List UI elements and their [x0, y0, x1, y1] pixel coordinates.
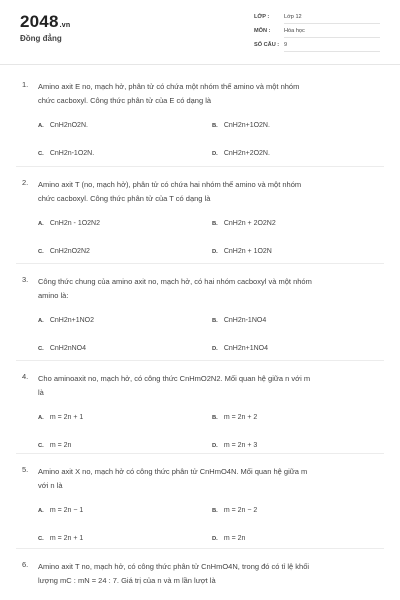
meta-class [254, 14, 380, 26]
question-text-line: là [38, 388, 44, 397]
option-letter: A. [38, 415, 44, 421]
question-separator [16, 263, 384, 264]
option-text: CnH2n + 1O2N [223, 248, 272, 255]
question-text-line: Công thức chung của amino axit no, mạch hở, có hai nhóm cacboxyl và một nhóm [38, 277, 312, 286]
answer-option[interactable] [212, 122, 270, 129]
question-number: 3. [22, 275, 29, 284]
option-text: m = 2n + 2 [223, 414, 258, 421]
question-text [38, 80, 368, 108]
answer-option[interactable] [38, 122, 88, 129]
option-letter: D. [212, 151, 218, 157]
logo-suffix: .vn [59, 22, 71, 29]
question-separator [16, 453, 384, 454]
question-text [38, 560, 368, 588]
logo-text: 2048 [20, 12, 59, 31]
question-text-line: chức cacboxyl. Công thức phân tử của E có dạng là [38, 96, 212, 105]
option-letter: D. [212, 346, 218, 352]
option-text: CnH2nNO4 [49, 345, 86, 352]
page-header [0, 0, 400, 62]
meta-class-value: Lớp 12 [284, 14, 302, 20]
option-letter: D. [212, 536, 218, 542]
answer-option[interactable] [212, 345, 268, 352]
header-divider [0, 64, 400, 65]
option-letter: B. [212, 508, 218, 514]
option-letter: A. [38, 221, 44, 227]
option-letter: B. [212, 318, 218, 324]
question-text [38, 465, 368, 493]
option-text: CnH2nO2N2 [49, 248, 90, 255]
question-separator [16, 360, 384, 361]
question-text-line: lượng mC : mN = 24 : 7. Giá trị của n và m lần lượt là [38, 576, 216, 585]
question-number: 4. [22, 372, 29, 381]
page-subtitle: Đồng đẳng [20, 34, 62, 43]
question-text-line: chức cacboxyl. Công thức phân tử của T có dạng là [38, 194, 211, 203]
answer-option[interactable] [212, 414, 257, 421]
option-text: m = 2n [49, 442, 72, 449]
question-text-line: amino là: [38, 291, 69, 300]
option-letter: B. [212, 123, 218, 129]
meta-count-label: SỐ CÂU : [254, 42, 280, 48]
answer-option[interactable] [38, 507, 83, 514]
question-text-line: Cho aminoaxit no, mạch hở, có công thức CnHmO2N2. Mối quan hệ giữa n với m [38, 374, 311, 383]
answer-option[interactable] [212, 248, 272, 255]
answer-option[interactable] [38, 414, 83, 421]
site-logo[interactable] [20, 12, 70, 32]
meta-subject-value: Hóa học [284, 28, 305, 34]
answer-option[interactable] [212, 507, 257, 514]
meta-divider [284, 37, 380, 38]
option-text: CnH2n - 1O2N2 [49, 220, 101, 227]
option-text: CnH2n+1NO4 [223, 345, 268, 352]
question-number: 5. [22, 465, 29, 474]
option-text: CnH2n+2O2N. [223, 150, 270, 157]
option-letter: C. [38, 536, 44, 542]
meta-subject [254, 28, 380, 40]
question-separator [16, 548, 384, 549]
option-text: CnH2n-1NO4 [223, 317, 267, 324]
option-letter: A. [38, 508, 44, 514]
option-letter: B. [212, 415, 218, 421]
option-letter: D. [212, 249, 218, 255]
answer-option[interactable] [38, 248, 90, 255]
question-text-line: Amino axit E no, mạch hở, phân tử có chứa một nhóm thế amino và một nhóm [38, 82, 300, 91]
option-letter: C. [38, 443, 44, 449]
option-text: m = 2n − 1 [49, 507, 84, 514]
answer-option[interactable] [38, 442, 71, 449]
question-text-line: Amino axit X no, mạch hở có công thức phân tử CnHmO4N. Mối quan hệ giữa m [38, 467, 308, 476]
option-text: m = 2n + 1 [49, 535, 84, 542]
option-letter: B. [212, 221, 218, 227]
meta-class-label: LỚP : [254, 14, 270, 20]
answer-option[interactable] [38, 317, 94, 324]
option-letter: A. [38, 123, 44, 129]
answer-option[interactable] [38, 150, 94, 157]
option-text: CnH2n + 2O2N2 [223, 220, 276, 227]
answer-option[interactable] [212, 150, 270, 157]
meta-divider [284, 23, 380, 24]
question-text-line: Amino axit T (no, mạch hở), phân tử có chứa hai nhóm thế amino và một nhóm [38, 180, 302, 189]
answer-option[interactable] [38, 535, 83, 542]
option-text: m = 2n [223, 535, 246, 542]
question-number: 6. [22, 560, 29, 569]
answer-option[interactable] [212, 535, 245, 542]
answer-option[interactable] [38, 345, 86, 352]
meta-count-value: 9 [284, 42, 288, 48]
question-number: 1. [22, 80, 29, 89]
meta-subject-label: MÔN : [254, 28, 271, 34]
question-number: 2. [22, 178, 29, 187]
meta-divider [284, 51, 380, 52]
option-text: CnH2n+1O2N. [223, 122, 270, 129]
option-text: m = 2n + 1 [49, 414, 84, 421]
option-text: m = 2n − 2 [223, 507, 258, 514]
answer-option[interactable] [212, 442, 257, 449]
question-text [38, 275, 368, 303]
option-letter: D. [212, 443, 218, 449]
option-text: m = 2n + 3 [223, 442, 258, 449]
option-letter: C. [38, 346, 44, 352]
option-letter: C. [38, 151, 44, 157]
answer-option[interactable] [212, 220, 276, 227]
answer-option[interactable] [212, 317, 266, 324]
answer-option[interactable] [38, 220, 100, 227]
question-text-line: Amino axit T no, mạch hở, có công thức phân tử CnHmO4N, trong đó có tỉ lệ khối [38, 562, 310, 571]
option-letter: A. [38, 318, 44, 324]
option-text: CnH2n-1O2N. [49, 150, 95, 157]
question-text-line: với n là [38, 481, 63, 490]
option-letter: C. [38, 249, 44, 255]
question-text [38, 178, 368, 206]
option-text: CnH2nO2N. [49, 122, 88, 129]
option-text: CnH2n+1NO2 [49, 317, 94, 324]
meta-count [254, 42, 380, 54]
question-text [38, 372, 368, 400]
question-separator [16, 166, 384, 167]
